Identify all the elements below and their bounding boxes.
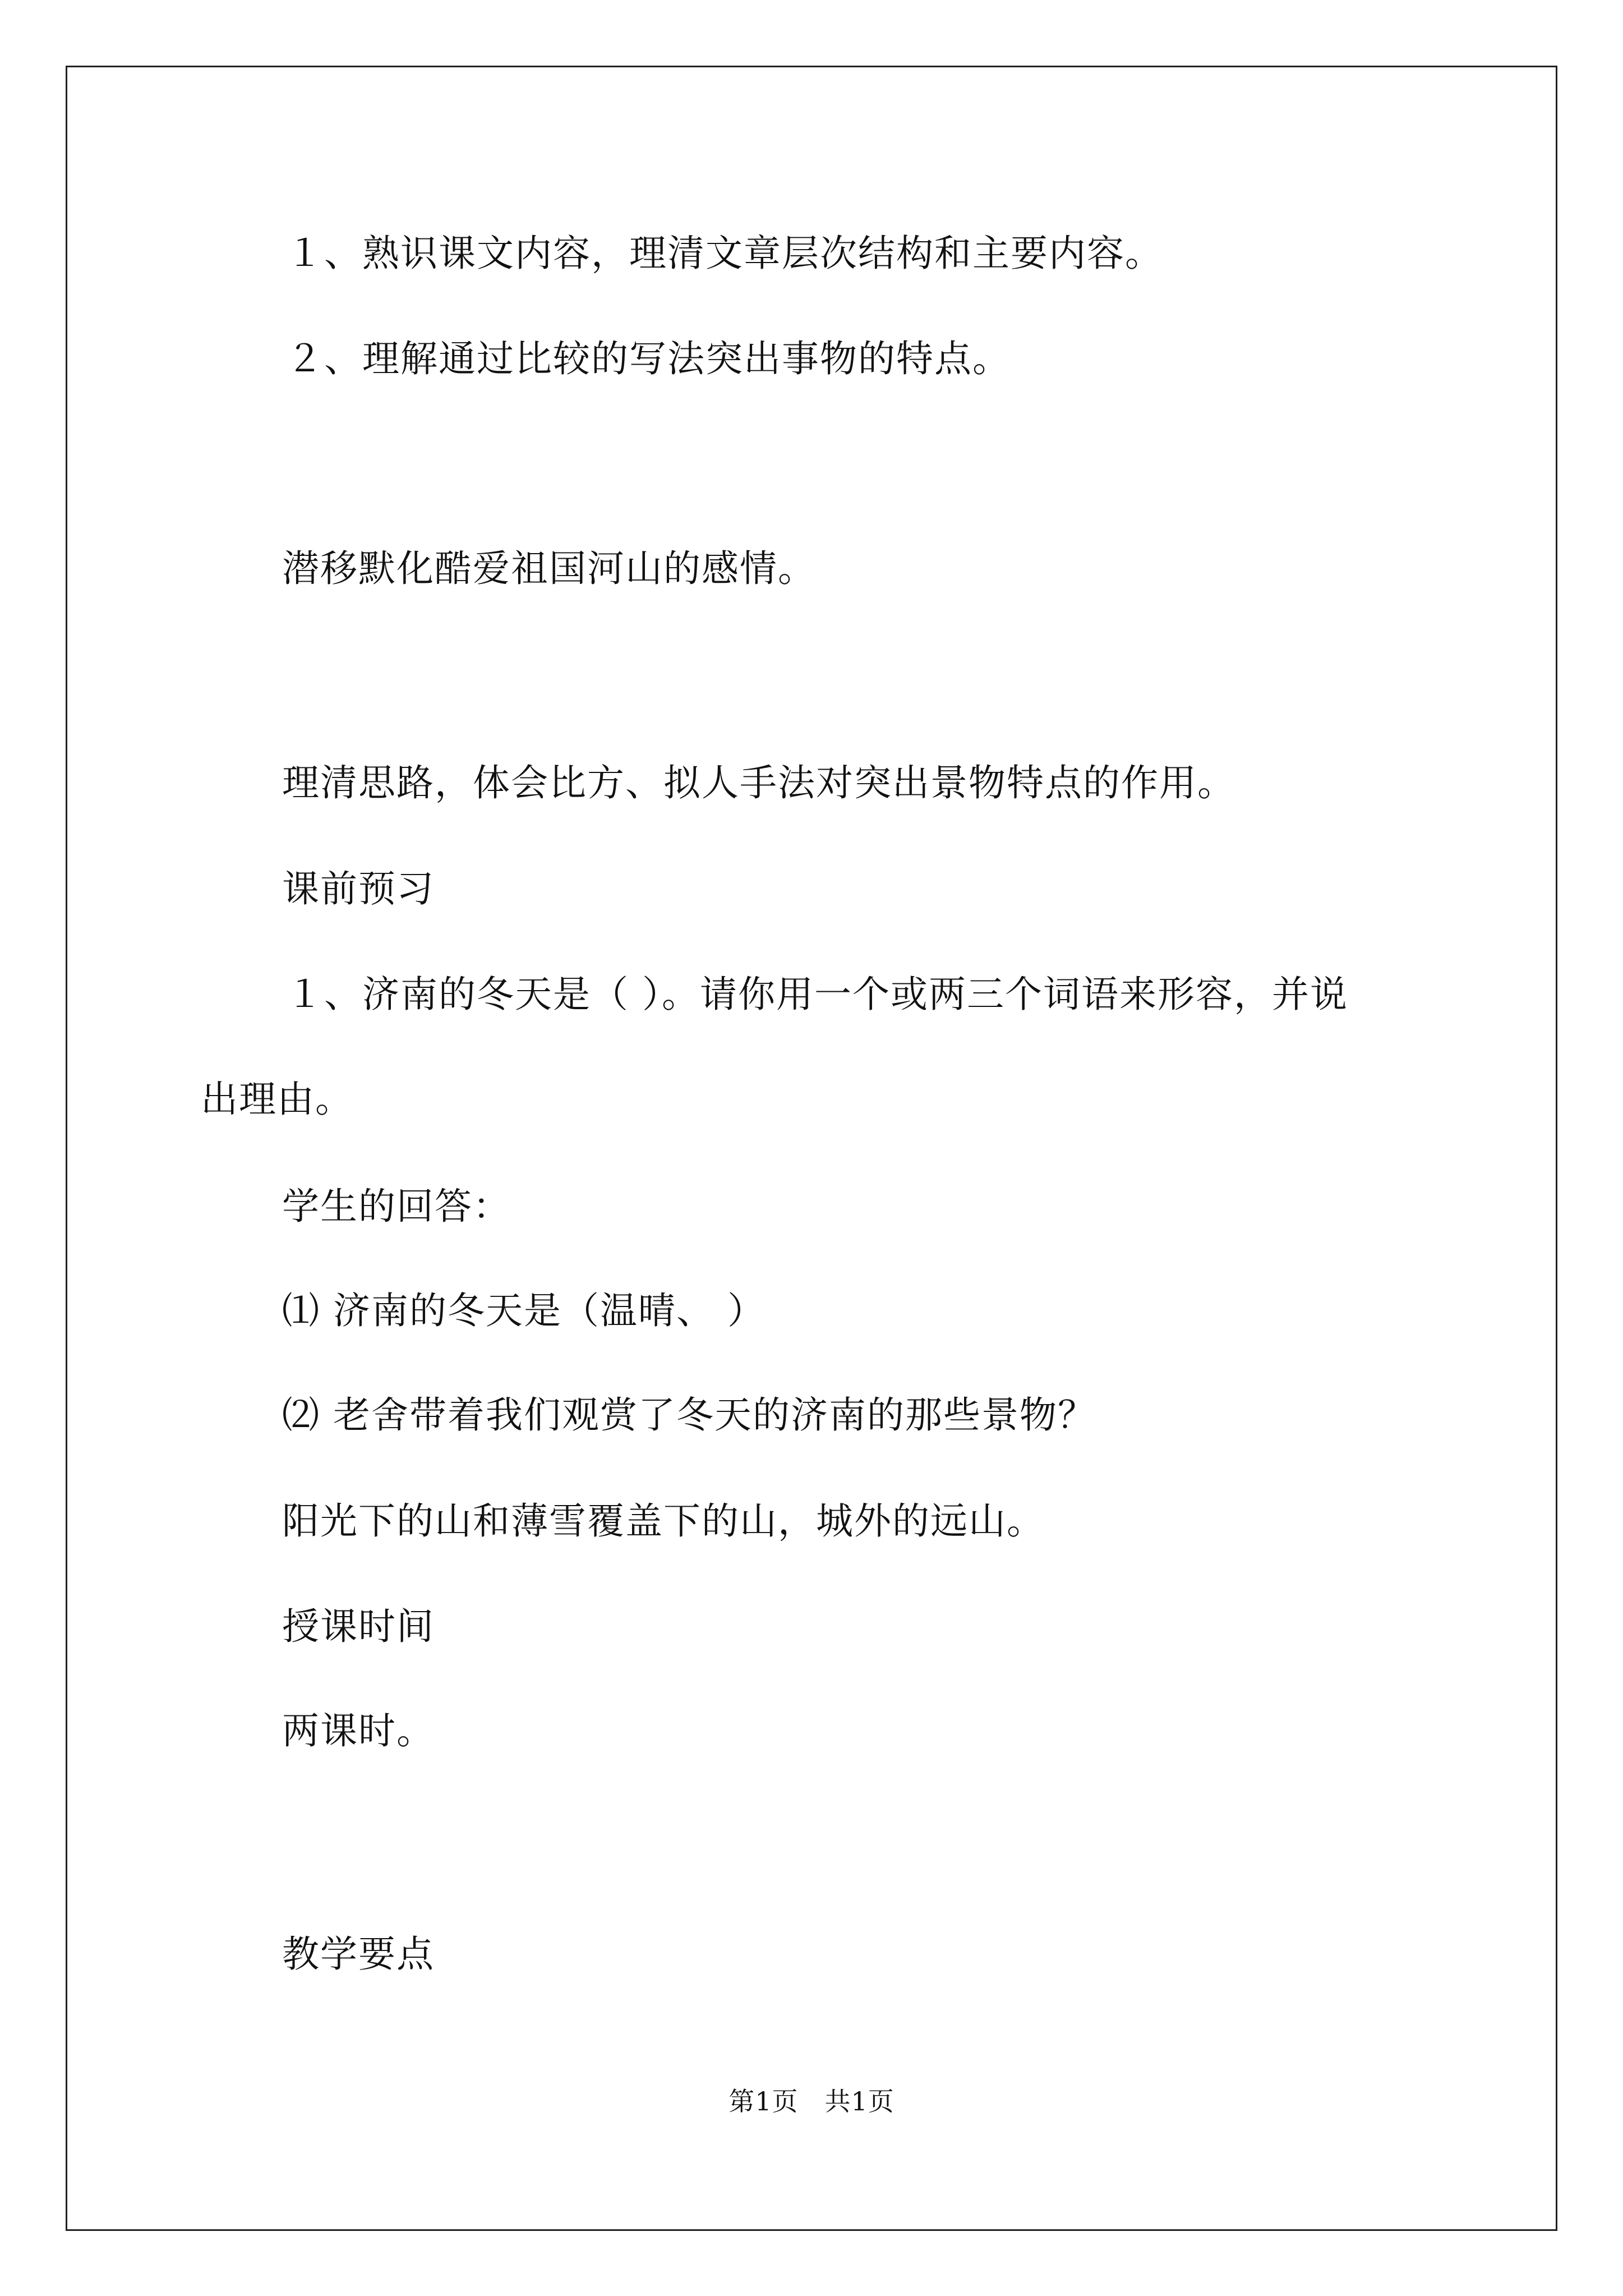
answer-item-2: ⑵ 老舍带着我们观赏了冬天的济南的那些景物？ [282,1393,1096,1437]
section-heading-time: 授课时间 [282,1605,435,1648]
answer-item-1: ⑴ 济南的冬天是（温晴、 ） [282,1289,766,1332]
student-answer-label: 学生的回答： [282,1185,511,1228]
section-heading-preview: 课前预习 [282,867,435,910]
section-heading-key-points: 教学要点 [282,1932,435,1976]
lesson-duration: 两课时。 [282,1709,435,1752]
page-border [66,66,1557,2231]
answer-text: 阳光下的山和薄雪覆盖下的山，城外的远山。 [282,1499,1045,1543]
page-footer: 第1页 共1页 [728,2086,895,2116]
objective-1: １、熟识课文内容，理清文章层次结构和主要内容。 [286,232,1163,275]
preview-question-1-cont: 出理由。 [201,1078,353,1121]
objective-2: ２、理解通过比较的写法突出事物的特点。 [286,337,1011,380]
key-difficulty: 理清思路，体会比方、拟人手法对突出景物特点的作用。 [282,761,1235,804]
emotion-goal: 潜移默化酷爱祖国河山的感情。 [282,547,816,590]
preview-question-1: １、济南的冬天是（ ）。请你用一个或两三个词语来形容，并说 [286,973,1348,1016]
